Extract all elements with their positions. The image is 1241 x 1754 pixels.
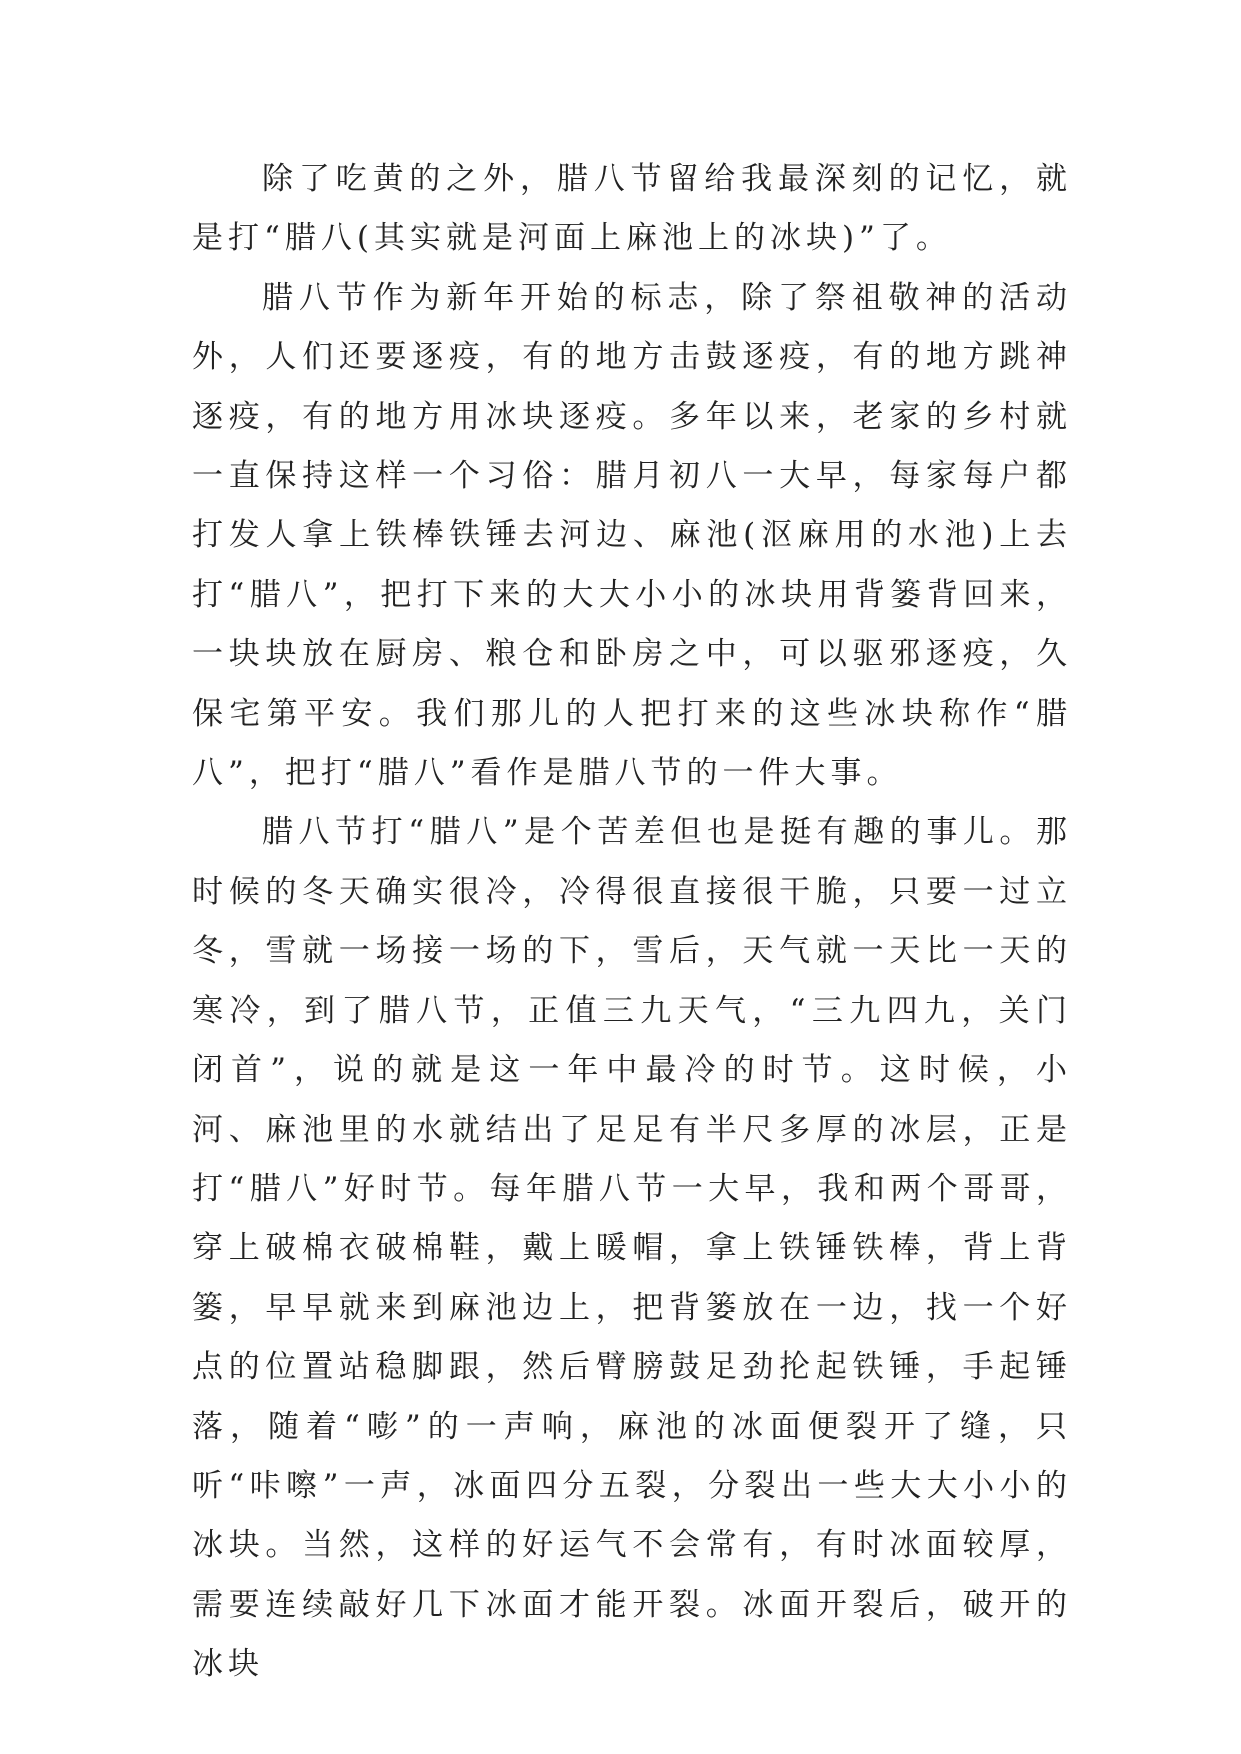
paragraph-3: 腊八节打“腊八”是个苦差但也是挺有趣的事儿。那时候的冬天确实很冷，冷得很直接很干脆，只要一过立冬，雪就一场接一场的下，雪后，天气就一天比一天的寒冷，到了腊八节，正值三九天气，“三九四九，关门闭首”，说的就是这一年中最冷的时节。这时候，小河、麻池里的水就结出了足足有半尺多厚的冰层，正是打“腊八”好时节。每年腊八节一大早，我和两个哥哥，穿上破棉衣破棉鞋，戴上暖帽，拿上铁锤铁棒，背上背篓，早早就来到麻池边上，把背篓放在一边，找一个好点的位置站稳脚跟，然后臂膀鼓足劲抡起铁锤，手起锤落，随着“嘭”的一声响，麻池的冰面便裂开了缝，只听“咔嚓”一声，冰面四分五裂，分裂出一些大大小小的冰块。当然，这样的好运气不会常有，有时冰面较厚，需要连续敲好几下冰面才能开裂。冰面开裂后，破开的冰块: [192, 814, 1072, 1683]
paragraph-2: 腊八节作为新年开始的标志，除了祭祖敬神的活动外，人们还要逐疫，有的地方击鼓逐疫，有的地方跳神逐疫，有的地方用冰块逐疫。多年以来，老家的乡村就一直保持这样一个习俗：腊月初八一大早，每家每户都打发人拿上铁棒铁锤去河边、麻池(沤麻用的水池)上去打“腊八”，把打下来的大大小小的冰块用背篓背回来，一块块放在厨房、粮仓和卧房之中，可以驱邪逐疫，久保宅第平安。我们那儿的人把打来的这些冰块称作“腊八”，把打“腊八”看作是腊八节的一件大事。: [192, 279, 1072, 792]
body-text: [192, 150, 1072, 1695]
paragraph-1: 除了吃黄的之外，腊八节留给我最深刻的记忆，就是打“腊八(其实就是河面上麻池上的冰块)”了。: [192, 161, 1072, 257]
